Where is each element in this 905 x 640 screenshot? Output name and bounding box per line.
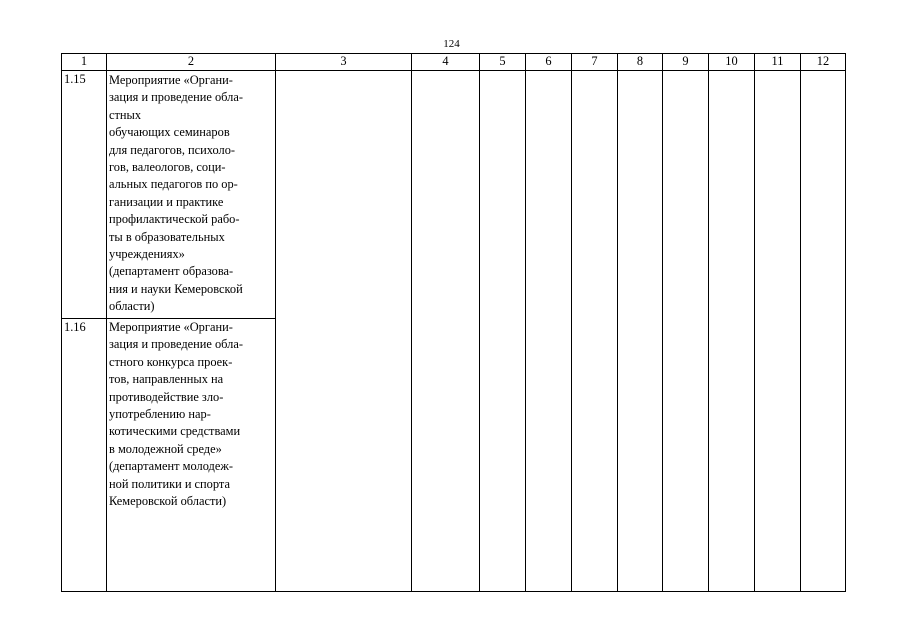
description-line: употреблению нар- [109,407,211,422]
column-header: 1 [62,54,107,71]
column-8-cell [618,71,663,592]
description-line: ты в образовательных [109,229,225,244]
row-number: 1.16 [62,319,107,592]
column-3-cell [276,71,412,592]
column-11-cell [755,71,801,592]
description-line: тов, направленных на [109,372,224,387]
column-7-cell [572,71,618,592]
description-line: учреждениях» [109,247,185,262]
description-line: (департамент молодеж- [109,459,234,474]
page-number-text: 124 [443,38,460,50]
row-description [107,71,276,319]
column-header: 10 [709,54,755,71]
row-description [107,319,276,592]
column-header: 3 [276,54,412,71]
description-line: стного конкурса проек- [109,354,233,369]
description-line: стных [109,107,142,122]
column-5-cell [480,71,526,592]
column-header: 6 [526,54,572,71]
description-line: зация и проведение обла- [109,337,243,352]
description-line: в молодежной среде» [109,441,222,456]
description-line: ния и науки Кемеровской [109,281,243,296]
description-line: Мероприятие «Органи- [109,320,233,334]
column-4-cell [412,71,480,592]
column-header: 2 [107,54,276,71]
description-line: профилактической рабо- [109,212,240,227]
table-row [62,71,846,319]
column-header: 8 [618,54,663,71]
column-9-cell [663,71,709,592]
column-header: 5 [480,54,526,71]
description-line: области) [109,299,155,314]
row-number: 1.15 [62,71,107,319]
column-header: 12 [801,54,846,71]
description-line: зация и проведение обла- [109,90,243,105]
column-10-cell [709,71,755,592]
description-line: котическими средствами [109,424,241,439]
column-header: 9 [663,54,709,71]
description-line: гов, валеологов, соци- [109,160,226,175]
measures-table [61,53,846,592]
description-line: ганизации и практике [109,194,224,209]
column-6-cell [526,71,572,592]
description-line: ной политики и спорта [109,476,230,491]
description-line: противодействие зло- [109,389,224,404]
description-line: (департамент образова- [109,264,234,279]
column-header: 7 [572,54,618,71]
column-12-cell [801,71,846,592]
description-line: для педагогов, психоло- [109,142,236,157]
table-header-row [62,54,846,71]
description-line: Кемеровской области) [109,494,227,509]
description-line: обучающих семинаров [109,125,230,140]
description-line: Мероприятие «Органи- [109,73,233,87]
page-number [0,38,905,51]
column-header: 4 [412,54,480,71]
description-line: альных педагогов по ор- [109,177,238,192]
column-header: 11 [755,54,801,71]
